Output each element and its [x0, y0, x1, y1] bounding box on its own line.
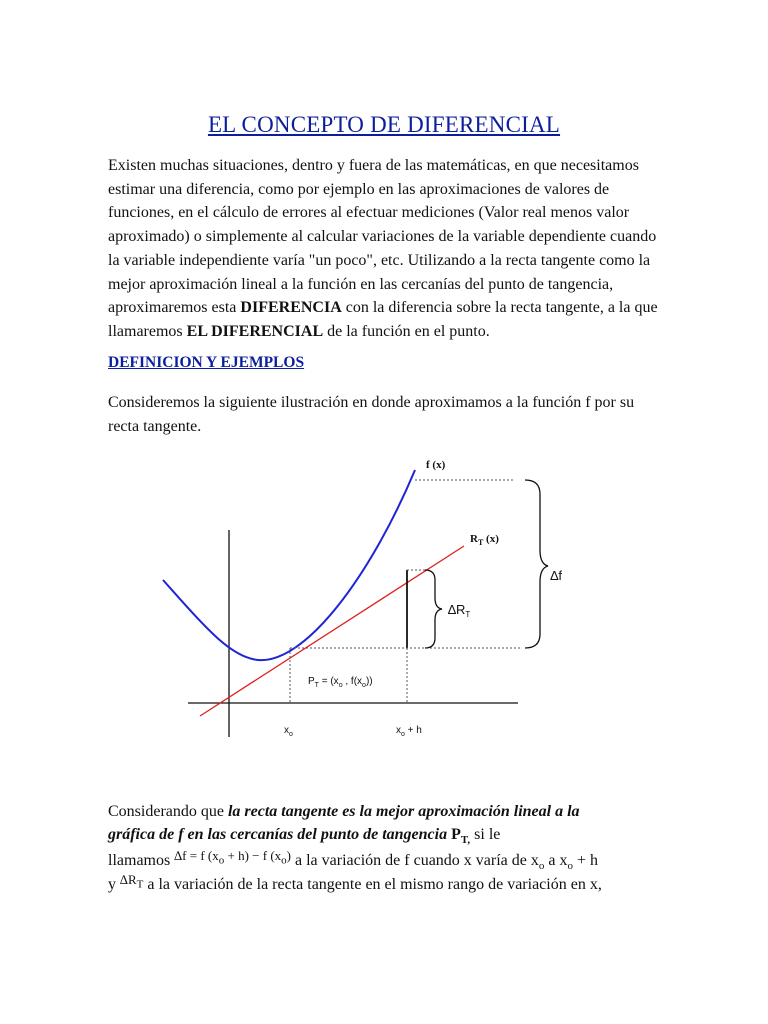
- x0-label-sub: o: [289, 731, 293, 738]
- bottom-line-4-a: y: [108, 876, 120, 893]
- delta-rt-label-sub: T: [465, 610, 471, 619]
- pt-label-o2: o: [362, 682, 366, 689]
- bottom-line-1: [108, 803, 580, 821]
- svg-text:xo + h: [396, 725, 422, 738]
- bottom-line-2-pt-sub: T,: [460, 834, 471, 847]
- svg-text:∆RT: [448, 602, 470, 619]
- intro-bold-diferencia: DIFERENCIA: [240, 299, 342, 317]
- section-heading[interactable]: DEFINICION Y EJEMPLOS: [108, 354, 305, 371]
- rt-label: R: [470, 533, 478, 545]
- x0h-label-sub: o: [401, 731, 405, 738]
- bottom-line-2-pt: P: [451, 826, 461, 843]
- page-title: EL CONCEPTO DE DIFERENCIAL: [207, 112, 561, 137]
- bottom-line-4-b: a la variación de la recta tangente en el mismo rango de variación en x,: [143, 876, 602, 893]
- bottom-line-1-b: la recta tangente es la mejor aproximación lineal a la: [227, 803, 580, 820]
- bottom-line-3-c: a x: [544, 852, 568, 869]
- x0h-label: x: [396, 725, 401, 736]
- bottom-line-4: [108, 872, 602, 896]
- svg-text:∆f: [550, 568, 562, 583]
- consider-paragraph: Consideremos la siguiente ilustración en donde aproximamos a la función f por su recta tangente.: [108, 394, 635, 435]
- bottom-line-3: [108, 848, 599, 873]
- pt-label-tail: = (x: [318, 676, 339, 687]
- function-curve: [163, 470, 415, 660]
- delta-f-formula-mid: + h) − f (x: [224, 848, 282, 863]
- pt-label-o: o: [338, 682, 343, 689]
- bottom-line-2: [108, 826, 500, 846]
- fx-label: f (x): [426, 459, 446, 471]
- rt-label-sub: T: [477, 538, 484, 547]
- bottom-line-3-a: llamamos: [108, 852, 175, 869]
- svg-text:f (x): [426, 459, 446, 471]
- delta-rt-label: ∆R: [448, 602, 466, 617]
- delta-rt-brace: [425, 570, 442, 648]
- pt-label-end: )): [365, 676, 373, 687]
- svg-text:PT = (xo , f(xo)): [308, 676, 373, 689]
- delta-rt-formula: [120, 872, 144, 891]
- intro-bold-el-diferencial: EL DIFERENCIAL: [186, 322, 324, 340]
- bottom-line-3-sub2: o: [567, 860, 573, 873]
- delta-f-brace: [525, 480, 548, 648]
- bottom-line-3-d: + h: [573, 852, 599, 869]
- bottom-line-3-sub1: o: [538, 860, 545, 873]
- pt-label-mid: , f(x: [342, 676, 363, 687]
- intro-text-1: Existen muchas situaciones, dentro y fuera de las matemáticas, en que necesitamos estimar una diferencia, como por ejemplo en las aproximaciones de valores de funciones, en el cálculo de errores al efectuar mediciones (Valor real menos valor aproximado) o simplemente al calcular variaciones de la variable dependiente cuando la variable independiente varía "un poco", etc. Utilizando a la recta tangente como la mejor aproximación lineal a la función en las cercanías del punto de tangencia, aproximaremos esta: [108, 157, 657, 317]
- intro-text-3: de la función en el punto.: [323, 322, 490, 340]
- delta-f-formula: [174, 848, 291, 867]
- svg-text:RT (x): [470, 533, 499, 547]
- tangent-figure: [150, 452, 570, 752]
- x0h-label-tail: + h: [404, 725, 422, 736]
- delta-rt-formula-sub: T: [136, 878, 144, 891]
- svg-text:xo: [284, 725, 293, 738]
- intro-paragraph: [108, 154, 668, 344]
- pt-label: P: [308, 676, 315, 687]
- bottom-line-3-b: a la variación de f cuando x varía de x: [291, 852, 539, 869]
- delta-f-formula-a: ∆f = f (x: [174, 848, 219, 863]
- bottom-line-2-b: gráfica de f en las cercanías del punto de tangencia: [108, 826, 448, 843]
- delta-f-label: ∆f: [550, 568, 562, 583]
- delta-rt-formula-a: ∆R: [120, 872, 137, 887]
- delta-f-formula-sub: o: [218, 854, 225, 867]
- x0-label: x: [284, 725, 289, 736]
- intro-text-2: con la diferencia sobre la recta tangente, a la que llamaremos: [108, 299, 658, 340]
- delta-f-formula-end: ): [286, 848, 291, 863]
- rt-label-tail: (x): [483, 533, 499, 545]
- bottom-line-2-c: si le: [470, 826, 501, 843]
- pt-label-sub: T: [314, 682, 319, 689]
- tangent-line: [200, 546, 464, 716]
- delta-f-formula-sub2: o: [281, 854, 287, 867]
- bottom-line-1-a: Considerando que: [108, 803, 228, 820]
